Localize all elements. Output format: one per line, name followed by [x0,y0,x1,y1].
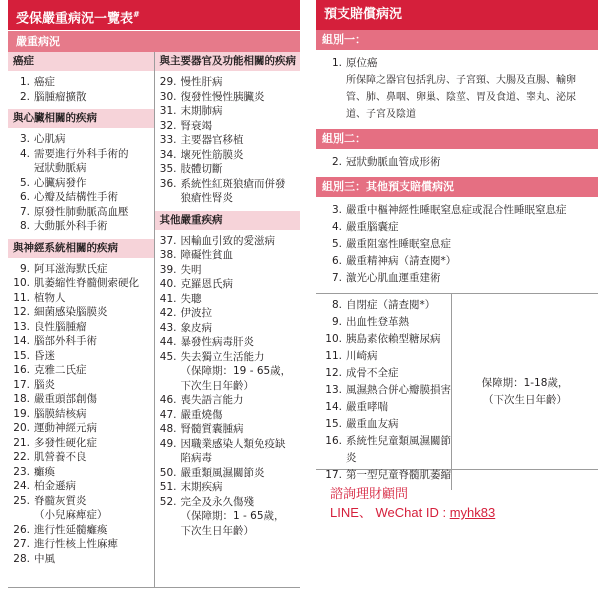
item-number: 12. [13,306,30,318]
item-text: 出血性登革熱 [346,316,409,328]
list-item [155,248,301,263]
item-number: 2. [331,156,342,168]
list-item [8,147,154,176]
list-item [316,416,451,433]
item-text: 需要進行外科手術的 冠狀動脈病 [34,147,129,174]
list-item [155,133,301,148]
list-item [8,378,154,393]
item-number: 28. [13,552,30,565]
item-text: 失聰 [180,292,202,305]
item-text: 心瓣及結構性手術 [34,191,118,203]
item-text: 腦腫瘤擴散 [34,90,87,103]
group-1-header: 組別一： [316,30,598,50]
item-number: 13. [13,320,30,333]
list-item [155,306,301,321]
item-text: 進行性延髓癱瘓 [34,523,108,536]
item-number: 36. [159,177,177,190]
item-number: 15. [13,349,30,362]
item-text: 克雅二氏症 [34,364,87,376]
list-item [316,314,451,331]
item-number: 32. [159,119,177,132]
item-number: 14. [325,401,342,413]
item-text: 心臟病發作 [34,176,87,189]
item-text: 暴發性病毒肝炎 [180,336,254,348]
item-number: 43. [159,321,177,334]
item-text: 植物人 [34,291,66,304]
item-text: 良性腦腫瘤 [34,320,87,333]
item-number: 10. [13,277,30,289]
illness-list [8,71,154,109]
list-item [8,465,154,480]
item-number: 35. [159,163,177,175]
item-number: 16. [325,435,342,447]
list-item [155,321,301,336]
item-number: 14. [13,335,30,347]
list-item [316,55,598,72]
item-number: 19. [13,407,30,420]
item-text: 嚴重阻塞性睡眠窒息症 [346,238,451,250]
list-item [8,205,154,220]
child-conditions-list [316,294,452,490]
list-item [155,495,301,539]
item-text: 末期疾病 [180,481,223,493]
list-item [8,436,154,451]
item-number: 16. [13,364,30,376]
item-text: 象皮病 [180,321,212,334]
list-item [155,292,301,307]
item-text: 心肌病 [34,133,66,145]
illness-list [8,128,154,239]
item-text: 伊波拉 [180,307,212,319]
item-number: 38. [159,249,177,261]
list-item [155,335,301,350]
list-item [316,433,451,467]
section-header: 與心臟相關的疾病 [8,109,154,128]
item-text: 嚴重精神病（請查閱*） [346,255,457,267]
list-item [316,365,451,382]
list-item [316,467,451,484]
item-number: 8. [19,220,30,232]
item-number: 17. [325,469,342,481]
item-text: 因職業感染人類免疫缺 陷病毒 [180,437,286,464]
item-number: 2. [19,90,30,103]
illness-list [155,71,301,211]
item-text: 肌萎縮性脊髓側索硬化 [34,277,139,289]
item-number: 50. [159,466,177,479]
list-item [155,408,301,423]
item-number: 49. [159,437,177,450]
item-number: 25. [13,494,30,507]
list-item [316,331,451,348]
item-text: 阿耳滋海默氏症 [34,262,108,275]
list-item [155,466,301,481]
list-item [8,219,154,234]
item-text: 嚴重哮喘 [346,401,388,413]
item-number: 34. [159,148,177,161]
coverage-period-line2: （下次生日年齡） [483,394,567,406]
list-item [155,90,301,105]
item-text: 原位癌 [346,57,378,69]
list-item [316,348,451,365]
item-number: 1. [331,57,342,69]
section-header: 與神經系統相關的疾病 [8,239,154,258]
list-item [155,148,301,163]
item-number: 39. [159,263,177,276]
severe-conditions-category: 嚴重病況 [8,30,300,52]
item-number: 27. [13,538,30,550]
critical-illness-title [8,0,300,30]
list-item [316,399,451,416]
item-number: 11. [325,350,342,362]
item-number: 42. [159,307,177,319]
item-text: 系統性兒童類風濕關節炎 [346,435,451,464]
list-item [316,270,598,287]
item-number: 40. [159,278,177,290]
list-item [316,154,598,171]
item-number: 6. [331,255,342,267]
item-text: 肌營養不良 [34,451,87,463]
item-text: 柏金遜病 [34,480,76,492]
item-text: 嚴重燒傷 [180,408,223,421]
item-number: 7. [331,272,342,284]
section-header: 與主要器官及功能相關的疾病 [155,52,301,71]
group-3-list [316,197,598,293]
illness-list [155,230,301,544]
section-header: 癌症 [8,52,154,71]
list-item [8,90,154,105]
item-text: 癌症 [34,76,55,88]
item-text: 自閉症（請查閱*） [346,299,436,311]
contact-id-link[interactable]: myhk83 [449,505,496,520]
title-footnote-mark: # [133,10,140,19]
list-item [8,176,154,191]
contact-heading: 諮詢理財顧問 [330,486,409,501]
item-number: 24. [13,480,30,492]
item-text: 嚴重血友病 [346,418,399,430]
item-text: 成骨不全症 [346,367,399,379]
list-item [8,349,154,364]
item-text: 喪失語言能力 [180,394,244,406]
list-item [8,291,154,306]
item-number: 12. [325,367,342,379]
item-number: 5. [331,238,342,250]
list-item [8,132,154,147]
item-number: 9. [331,316,342,328]
item-number: 5. [19,176,30,189]
item-text: 第一型兒童脊髓肌萎縮 [346,469,451,481]
item-text: 癱瘓 [34,465,55,478]
section-header: 其他嚴重疾病 [155,211,301,230]
item-number: 51. [159,481,177,493]
item-number: 41. [159,292,177,305]
item-text: 嚴重類風濕關節炎 [180,466,265,479]
item-text: 進行性核上性麻痺 [34,538,118,550]
item-number: 6. [19,191,30,203]
item-text: 末期肺病 [180,105,223,117]
list-item [155,263,301,278]
item-number: 9. [19,262,30,275]
list-item [8,334,154,349]
item-text: 克羅恩氏病 [180,278,233,290]
contact-info [330,484,495,522]
list-item [8,392,154,407]
coverage-period-line1: 保障期：1-18歲， [481,377,569,389]
list-item [8,320,154,335]
item-text: 壞死性筋膜炎 [180,148,244,161]
item-text: 因輸血引致的愛滋病 [180,234,275,247]
early-payment-table [316,0,598,481]
item-text: 嚴重中樞神經性睡眠窒息症或混合性睡眠窒息症 [346,204,567,216]
item-text: 脊髓灰質炎 （小兒麻痺症） [34,494,108,521]
list-item [155,480,301,495]
illness-list [8,258,154,572]
list-item [316,297,451,314]
list-item [316,382,451,399]
list-item [8,75,154,90]
list-item [155,177,301,206]
early-payment-title: 預支賠償病況 [316,0,598,30]
item-number: 23. [13,465,30,478]
item-text: 失明 [180,263,202,276]
item-text: 昏迷 [34,349,55,362]
item-text: 運動神經元病 [34,422,97,434]
item-number: 11. [13,291,30,304]
list-item [155,393,301,408]
list-item [8,276,154,291]
item-text: 冠狀動脈血管成形術 [346,156,441,168]
item-number: 20. [13,422,30,434]
child-conditions-block [316,293,598,490]
list-item [8,421,154,436]
list-item [8,479,154,494]
item-text: 主要器官移植 [180,134,244,146]
list-item [8,363,154,378]
list-item [8,537,154,552]
list-item [8,552,154,567]
list-item [8,262,154,277]
list-item [155,119,301,134]
item-text: 失去獨立生活能力 （保障期：19 - 65歲， 下次生日年齡） [180,350,292,392]
list-item [155,437,301,466]
item-text: 嚴重腦囊症 [346,221,399,233]
coverage-period-note [452,294,598,490]
item-number: 1. [19,76,30,88]
list-item [155,75,301,90]
group-1-list [316,50,598,129]
item-number: 29. [159,76,177,88]
item-number: 3. [331,204,342,216]
list-item [316,253,598,270]
group-2-list [316,149,598,177]
item-number: 45. [159,350,177,363]
item-number: 8. [331,299,342,311]
item-number: 31. [159,105,177,117]
item-text: 中風 [34,552,55,565]
item-text: 復發性慢性胰臟炎 [180,90,265,103]
item-number: 44. [159,336,177,348]
item-text: 慢性肝病 [180,76,223,88]
list-item [316,236,598,253]
item-number: 15. [325,418,342,430]
item-number: 10. [325,333,342,345]
list-item [8,407,154,422]
item-text: 多發性硬化症 [34,436,97,449]
item-text: 系統性紅斑狼瘡而併發 狼瘡性腎炎 [180,177,286,204]
item-number: 30. [159,90,177,103]
item-text: 原發性肺動脈高血壓 [34,205,129,218]
group-2-header: 組別二： [316,129,598,149]
item-number: 47. [159,408,177,421]
list-item [316,219,598,236]
item-text: 風濕熱合併心瓣膜損害 [346,384,451,396]
illness-column-right [154,52,301,587]
list-item [8,494,154,523]
covered-organs-text: 所保障之器官包括乳房、子宮頸、大腸及直腸、輸卵管、肺、鼻咽、卵巢、陰莖、胃及食道、睾丸、泌尿道、子宮及陰道 [346,75,576,120]
list-item [155,422,301,437]
item-text: 腦膜結核病 [34,407,87,420]
list-item [155,234,301,249]
item-text: 細菌感染腦膜炎 [34,306,108,318]
list-item [155,162,301,177]
item-text: 腎衰竭 [180,119,212,132]
item-text: 腦部外科手術 [34,335,97,347]
item-text: 腎髓質囊腫病 [180,423,244,435]
item-text: 嚴重頭部創傷 [34,393,97,405]
illness-column-left [8,52,154,587]
item-number: 21. [13,436,30,449]
item-text: 川崎病 [346,350,378,362]
item-text: 障礙性貧血 [180,249,233,261]
item-number: 7. [19,205,30,218]
list-item [155,350,301,394]
item-text: 肢體切斷 [180,163,223,175]
item-number: 17. [13,378,30,391]
contact-channels: LINE、 WeChat ID : [330,505,450,520]
item-text: 完全及永久傷殘 （保障期：1 - 65歲， 下次生日年齡） [180,495,285,537]
item-number: 22. [13,451,30,463]
group-3-header: 組別三：其他預支賠償病況 [316,177,598,197]
list-item [8,305,154,320]
item-text: 大動脈外科手術 [34,220,108,232]
item-text: 激光心肌血運重建術 [346,272,441,284]
item-number: 18. [13,393,30,405]
item-number: 4. [19,147,30,160]
list-item [155,104,301,119]
item-text: 腦炎 [34,378,55,391]
item-number: 13. [325,384,342,396]
item-number: 52. [159,495,177,508]
item-number: 37. [159,234,177,247]
list-item [8,190,154,205]
list-item [155,277,301,292]
item-text: 胰島素依賴型糖尿病 [346,333,441,345]
item-number: 3. [19,133,30,145]
critical-illness-title-text: 受保嚴重病況一覽表 [16,11,134,27]
item-number: 26. [13,523,30,536]
item-number: 33. [159,134,177,146]
critical-illness-table [8,0,300,588]
item-number: 4. [331,221,342,233]
list-item [8,450,154,465]
item-number: 48. [159,423,177,435]
item-number: 46. [159,394,177,406]
list-item [316,202,598,219]
list-item [8,523,154,538]
